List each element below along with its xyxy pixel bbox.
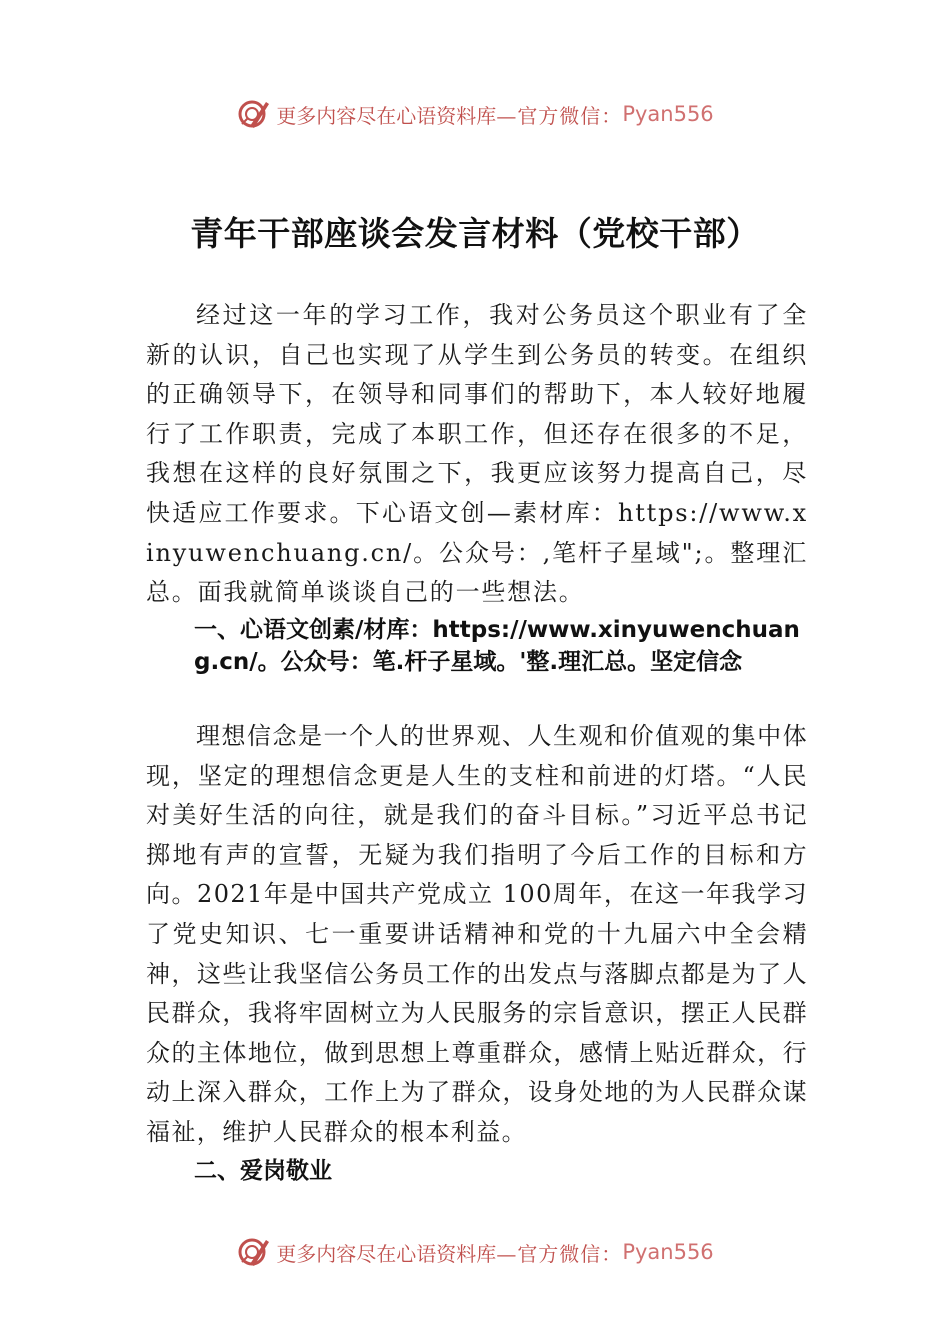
paragraph-block-1 [146, 296, 808, 613]
header-watermark-banner [0, 94, 950, 134]
body-paragraph: 经过这一年的学习工作，我对公务员这个职业有了全新的认识，自己也实现了从学生到公务员的转变。在组织的正确领导下，在领导和同事们的帮助下，本人较好地履行了工作职责，完成了本职工作，但还存在很多的不足，我想在这样的良好氛围之下，我更应该努力提高自己，尽快适应工作要求。下心语文创—素材库：https://www.xinyuwenchuang.cn/。公众号：,笔杆子星域";。整理汇总。面我就简单谈谈自己的一些想法。 [146, 301, 808, 607]
pen-seal-logo-icon [236, 1234, 272, 1270]
banner-main-text: 更多内容尽在心语资料库 [276, 1241, 497, 1266]
pen-seal-logo-icon [236, 96, 272, 132]
banner-separator-text: —官方微信： [496, 1241, 623, 1266]
body-paragraph: 理想信念是一个人的世界观、人生观和价值观的集中体现，坚定的理想信念更是人生的支柱和前进的灯塔。“人民对美好生活的向往，就是我们的奋斗目标。”习近平总书记掷地有声的宣誓，无疑为我们指明了今后工作的目标和方向。2021年是中国共产党成立 100周年，在这一年我学习了党史知识、七一重要讲话精神和党的十九届六中全会精神，这些让我坚信公务员工作的出发点与落脚点都是为了人民群众，我将牢固树立为人民服务的宗旨意识，摆正人民群众的主体地位，做到思想上尊重群众，感情上贴近群众，行动上深入群众，工作上为了群众，设身处地的为人民群众谋福祉，维护人民群众的根本利益。 [146, 722, 808, 1146]
document-title: 青年干部座谈会发言材料（党校干部） [190, 214, 760, 253]
section-heading-1: 一、心语文创素/材库：https://www.xinyuwenchuang.cn/。公众号：笔.杆子星域。'整.理汇总。坚定信念 [194, 617, 800, 675]
banner-separator-text: —官方微信： [496, 103, 623, 128]
banner-main-text: 更多内容尽在心语资料库 [276, 103, 497, 128]
footer-watermark-banner [0, 1232, 950, 1272]
section-heading-2: 二、爱岗敬业 [194, 1158, 332, 1184]
banner-wechat-id: Pyan556 [622, 1240, 714, 1264]
paragraph-block-2 [146, 717, 808, 1153]
banner-wechat-id: Pyan556 [622, 102, 714, 126]
